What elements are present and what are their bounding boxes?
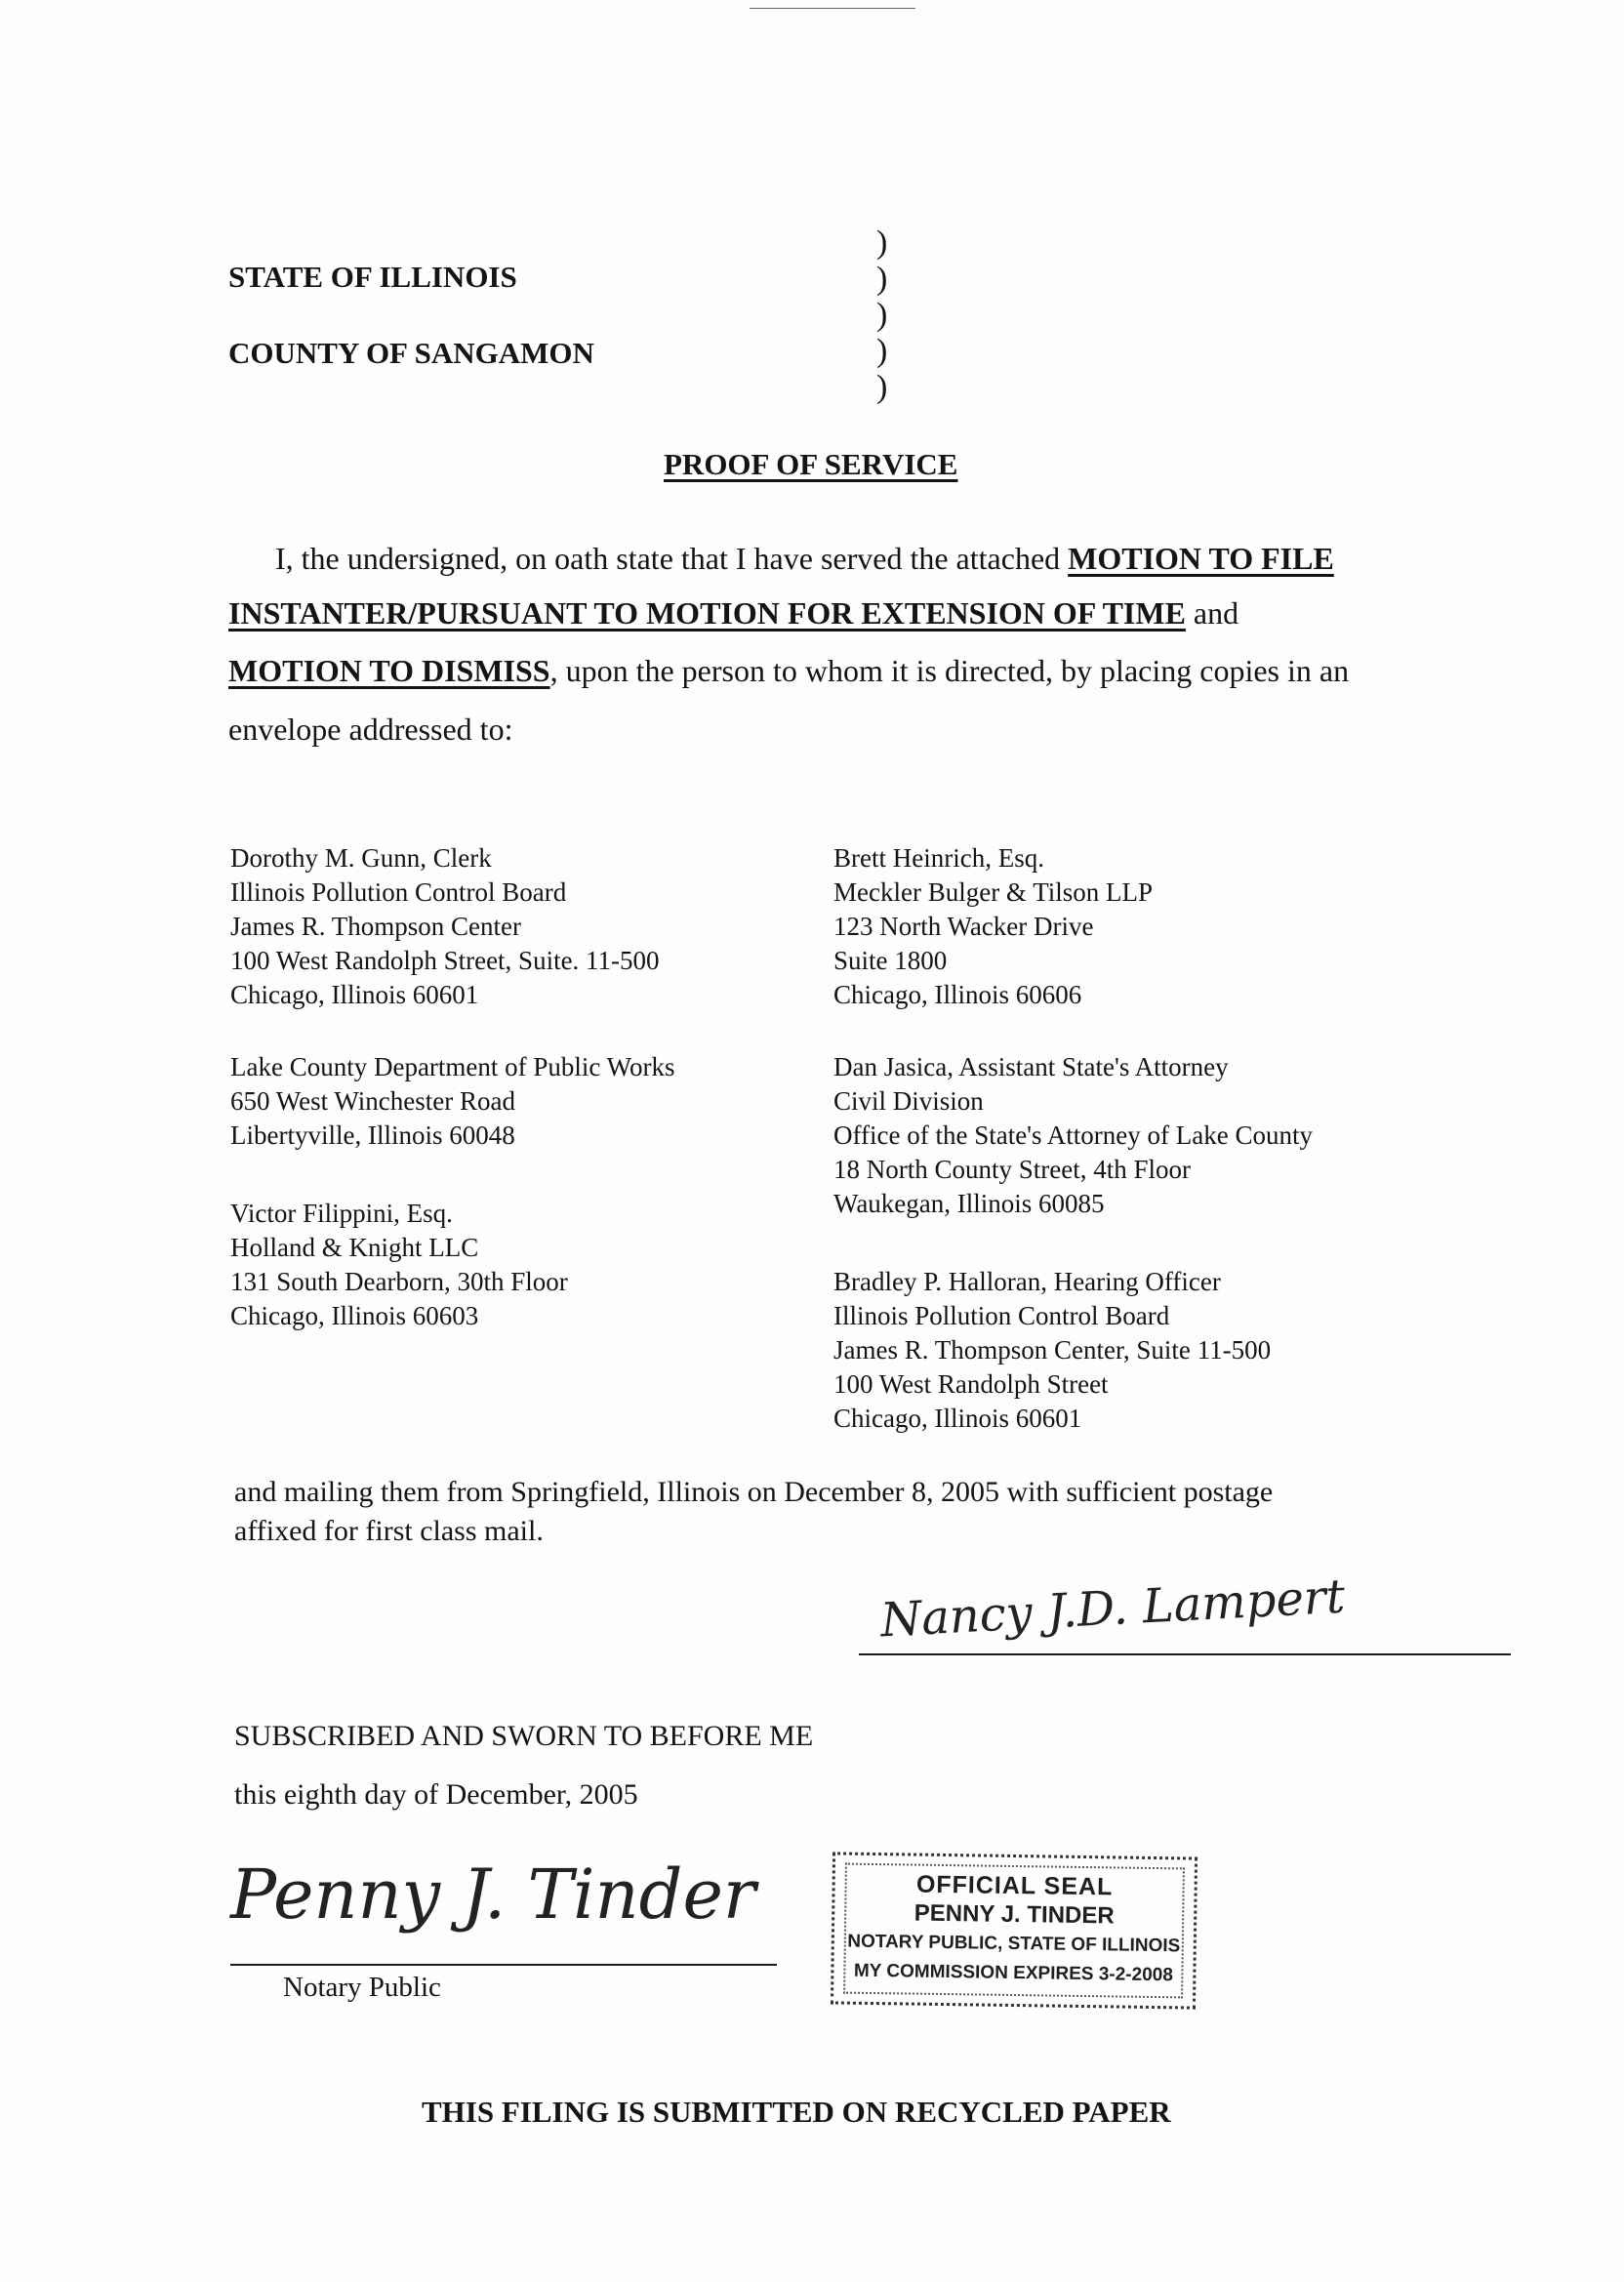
caption-paren: ) (876, 261, 888, 297)
body-line-3 (228, 653, 1349, 689)
seal-line-3: NOTARY PUBLIC, STATE OF ILLINOIS (847, 1931, 1181, 1957)
address-line: Chicago, Illinois 60603 (230, 1301, 479, 1330)
body-line-3-text: , upon the person to whom it is directed, by placing copies in an (549, 653, 1350, 688)
body-line-1-text: I, the undersigned, on oath state that I have served the attached (275, 541, 1069, 576)
address-line: Victor Filippini, Esq. (230, 1199, 453, 1228)
address-line: Dan Jasica, Assistant State's Attorney (833, 1052, 1229, 1081)
address-line: Meckler Bulger & Tilson LLP (833, 877, 1154, 907)
service-address (833, 1050, 1313, 1221)
service-address (833, 1265, 1271, 1436)
notary-signature-line (230, 1964, 777, 1966)
motion-title-part-2: INSTANTER/PURSUANT TO MOTION FOR EXTENSION OF TIME (228, 595, 1186, 631)
caption-county: COUNTY OF SANGAMON (228, 336, 594, 370)
address-line: James R. Thompson Center, Suite 11-500 (833, 1335, 1272, 1365)
address-line: Holland & Knight LLC (230, 1233, 479, 1262)
address-line: Chicago, Illinois 60606 (833, 980, 1082, 1009)
body-line-2 (228, 595, 1238, 632)
caption-paren: ) (876, 224, 888, 261)
caption-paren: ) (876, 333, 888, 369)
address-line: Chicago, Illinois 60601 (230, 980, 479, 1009)
jurat-line-2: this eighth day of December, 2005 (234, 1778, 638, 1811)
address-line: 131 South Dearborn, 30th Floor (230, 1267, 568, 1296)
address-line: Office of the State's Attorney of Lake County (833, 1121, 1313, 1150)
notary-label: Notary Public (283, 1972, 441, 2003)
address-line: Illinois Pollution Control Board (230, 877, 567, 907)
motion-to-dismiss: MOTION TO DISMISS (228, 653, 550, 688)
address-line: 100 West Randolph Street (833, 1369, 1109, 1399)
mailing-line-2: affixed for first class mail. (234, 1515, 544, 1547)
address-line: Libertyville, Illinois 60048 (230, 1121, 515, 1150)
address-line: Lake County Department of Public Works (230, 1052, 675, 1081)
address-line: Illinois Pollution Control Board (833, 1301, 1170, 1330)
address-line: 18 North County Street, 4th Floor (833, 1155, 1191, 1184)
address-line: Civil Division (833, 1086, 984, 1116)
recycled-paper-notice: THIS FILING IS SUBMITTED ON RECYCLED PAPER (422, 2095, 1171, 2129)
mailing-line-1: and mailing them from Springfield, Illinois on December 8, 2005 with sufficient postage (234, 1476, 1274, 1508)
affiant-signature: Nancy J.D. Lampert (878, 1569, 1347, 1649)
caption-paren: ) (876, 369, 888, 405)
service-address (833, 841, 1153, 1012)
motion-title-part-1: MOTION TO FILE (1068, 541, 1334, 576)
official-seal-stamp (831, 1852, 1198, 2009)
service-address (230, 1197, 568, 1333)
address-line: James R. Thompson Center (230, 912, 521, 941)
page-title: PROOF OF SERVICE (664, 447, 958, 481)
affiant-signature-line (859, 1653, 1511, 1655)
body-line-2-text: and (1185, 595, 1239, 631)
seal-line-1: OFFICIAL SEAL (915, 1870, 1114, 1901)
address-line: 650 West Winchester Road (230, 1086, 515, 1116)
service-address (230, 841, 660, 1012)
seal-border (843, 1863, 1185, 1999)
scan-artifact-line (750, 8, 915, 9)
address-line: 123 North Wacker Drive (833, 912, 1094, 941)
body-line-4: envelope addressed to: (228, 712, 513, 747)
address-line: Dorothy M. Gunn, Clerk (230, 843, 492, 873)
address-line: Suite 1800 (833, 946, 948, 975)
body-line-1 (275, 541, 1334, 577)
address-line: 100 West Randolph Street, Suite. 11-500 (230, 946, 660, 975)
address-line: Chicago, Illinois 60601 (833, 1404, 1082, 1433)
caption-paren: ) (876, 297, 888, 333)
seal-line-2: PENNY J. TINDER (914, 1899, 1115, 1930)
caption-state: STATE OF ILLINOIS (228, 260, 517, 294)
jurat-line-1: SUBSCRIBED AND SWORN TO BEFORE ME (234, 1720, 814, 1752)
address-line: Bradley P. Halloran, Hearing Officer (833, 1267, 1221, 1296)
seal-line-4: MY COMMISSION EXPIRES 3-2-2008 (853, 1960, 1174, 1986)
address-line: Brett Heinrich, Esq. (833, 843, 1044, 873)
address-line: Waukegan, Illinois 60085 (833, 1189, 1105, 1218)
service-address (230, 1050, 675, 1153)
notary-signature: Penny J. Tinder (230, 1854, 756, 1935)
